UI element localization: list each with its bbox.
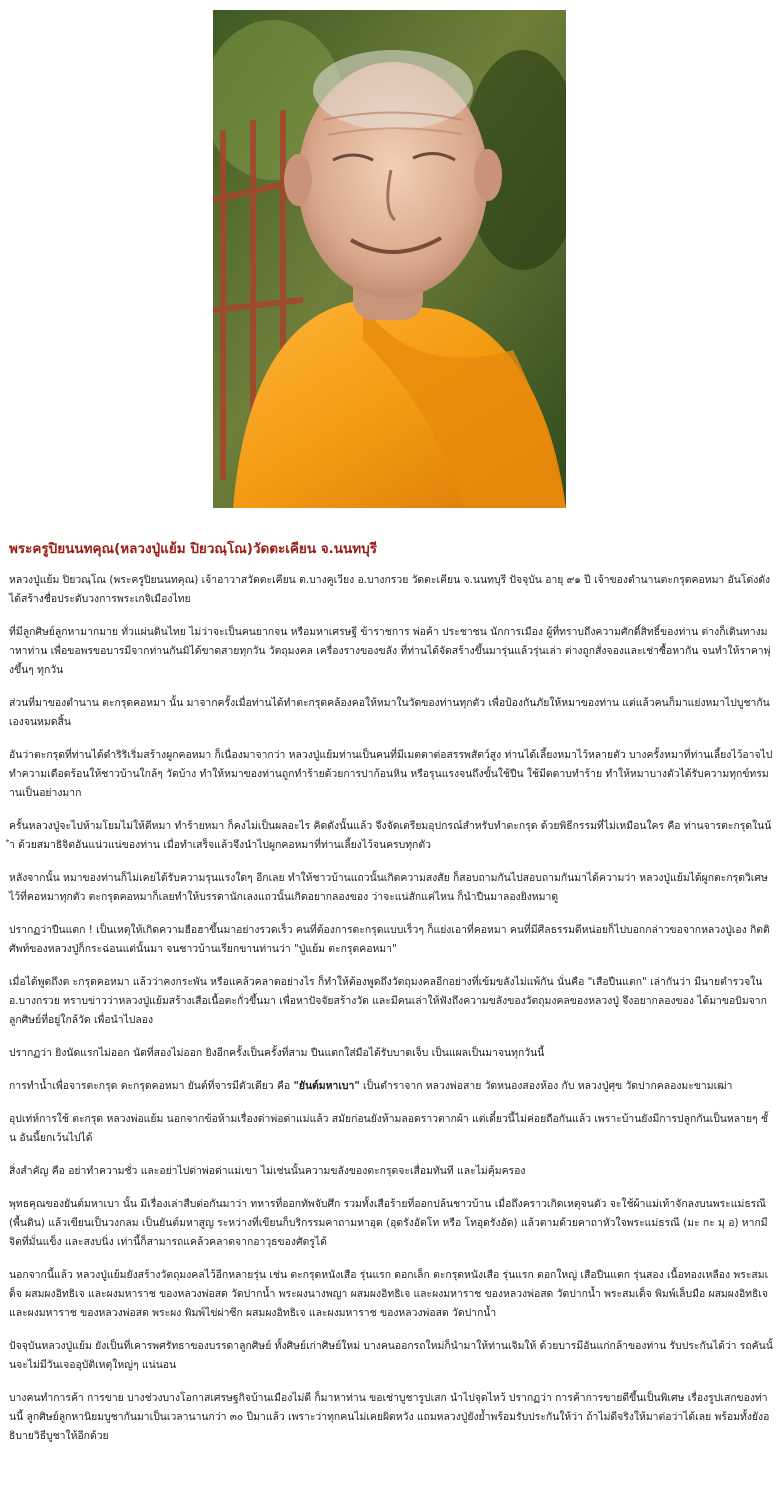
article-paragraph: สิ่งสำคัญ คือ อย่าทำความชั่ว และอย่าไปด่าพ่อด่าแม่เขา ไม่เช่นนั้นความขลังของตะกรุดจะเสื่อมทันที และไม่คุ้มครอง [9,1165,526,1177]
article-paragraph: ปรากฏว่า ยิงนัดแรกไม่ออก นัดที่สองไม่ออก ยิงอีกครั้งเป็นครั้งที่สาม ปืนแตกใส่มือได้รับบาดเจ็บ เป็นแผลเป็นมาจนทุกวันนี้ [9,1047,545,1059]
article-paragraph: ส่วนที่มาของตำนาน ตะกรุดคอหมา นั้น มาจากครั้งเมื่อท่านได้ทำตะกรุดคล้องคอให้หมาในวัดของท่านทุกตัว เพื่อป้องกันภัยให้หมาของท่าน แต่แล้วคนก็มาแย่งหมาไปบูชากันเองจนหมดสิ้น [9,697,770,728]
article-paragraph: ปัจจุบันหลวงปู่แย้ม ยังเป็นที่เคารพศรัทธาของบรรดาลูกศิษย์ ทั้งศิษย์เก่าศิษย์ใหม่ บางคนออกรถใหม่ก็นำมาให้ท่านเจิมให้ ด้วยบารมีอันแก่กล้าของท่าน รับประกันได้ว่า รถคันนั้นจะไม่มีวันเจออุบัติเหตุใหญ่ๆ แน่นอน [9,1340,773,1371]
article-paragraph: ที่มีลูกศิษย์ลูกหามากมาย ทั่วแผ่นดินไทย ไม่ว่าจะเป็นคนยากจน หรือมหาเศรษฐี ข้าราชการ พ่อค้า ประชาชน นักการเมือง ผู้ที่ทราบถึงความศักดิ์สิทธิ์ของท่าน ต่างก็เดินทางมาหาท่าน เพื่อขอพรขอบารมีจากท่านกันมิได้ขาดสายทุกวัน วัตถุมงคล เครื่องรางของขลัง ที่ท่านได้จัดสร้างขึ้นมารุ่นแล้วรุ่นเล่า ต่างถูกสั่งจองและเช่าซื้อหากัน จนทำให้ราคาพุ่งขึ้นๆ ทุกวัน [9,626,771,676]
article-paragraph: เมื่อได้พูดถึงต ะกรุดคอหมา แล้วว่าคงกระพัน หรือแคล้วคลาดอย่างไร ก็ทำให้ต้องพูดถึงวัตถุมงคลอีกอย่างที่เข้มขลังไม่แพ้กัน นั่นคือ "เสือปืนแตก" เล่ากันว่า มีนายตำรวจใน อ.บางกรวย ทราบข่าวว่าหลวงปู่แย้มสร้างเสือเนื้อตะกั่วขึ้นมา เพื่อหาปัจจัยสร้างวัด และมีคนเล่าให้ฟังถึงความขลังของวัตถุมงคลของหลวงปู่ จึงอยากลองของ ได้มาขอบิมจากลูกศิษย์ที่อยู่ใกล้วัด เพื่อนำไปลอง [9,976,767,1026]
article-paragraph-yantra [9,1077,773,1096]
article-paragraph: พุทธคุณของยันต์มหาเบา นั้น มีเรื่องเล่าสืบต่อกันมาว่า ทหารที่ออกทัพจับศึก รวมทั้งเสือร้ายที่ออกปล้นชาวบ้าน เมื่อถึงคราวเกิดเหตุจนตัว จะใช้ผ้าแม่เท้าจักลงบนพระแม่ธรณี (พื้นดิน) แล้วเขียนเป็นวงกลม เป็นยันต์มหาสูญ ระหว่างที่เขียนก็บริกรรมคาถามหาอุด (อุดรังอัดโท หรือ โทอุดรังอัด) แล้วตามด้วยคาถาหัวใจพระแม่ธรณี (มะ กะ มุ อ) หากมีจิตที่มั่นแข็ง และสงบนิ่ง เท่านี้ก็สามารถแคล้วคลาดจากอาวุธของศัตรูได้ [9,1198,768,1248]
monk-portrait-illustration [213,10,566,508]
monk-portrait-photo [213,10,566,508]
yantra-text-before: การทำน้ำเพื่อจารตะกรุด ตะกรุดคอหมา ยันต์ที่จารมีตัวเดียว คือ [9,1080,294,1092]
yantra-text-after: เป็นตำราจาก หลวงพ่อสาย วัดหนองสองห้อง กับ หลวงปู่ศุข วัดปากคลองมะขามเฒ่า [359,1080,733,1092]
article-paragraph: ครั้นหลวงปู่จะไปห้ามโยมไม่ให้ตีหมา ทำร้ายหมา ก็คงไม่เป็นผลอะไร คิดดังนั้นแล้ว จึงจัดเตรียมอุปกรณ์สำหรับทำตะกรุด ด้วยพิธีกรรมที่ไม่เหมือนใคร คือ ท่านจารตะกรุดในน้ำ ด้วยสมาธิจิตอันแน่วแน่ของท่าน เมื่อทำเสร็จแล้วจึงนำไปผูกคอหมาที่ท่านเลี้ยงไว้จนครบทุกตัว [9,820,772,851]
article-paragraph: นอกจากนี้แล้ว หลวงปู่แย้มยังสร้างวัตถุมงคลไว้อีกหลายรุ่น เช่น ตะกรุดหนังเสือ รุ่นแรก ดอกเล็ก ตะกรุดหนังเสือ รุ่นแรก ดอกใหญ่ เสือปืนแตก รุ่นสอง เนื้อทองเหลือง พระสมเด็จ ผสมผงอิทธิเจ และผงมหาราช ของหลวงพ่อสด วัดปากน้ำ พระผงนางพญา ผสมผงอิทธิเจ และผงมหาราช ของหลวงพ่อสด วัดปากน้ำ พระสมเด็จ พิมพ์เล็บมือ ผสมผงอิทธิเจ และผงมหาราช ของหลวงพ่อสด พระผง พิมพ์ไข่ผ่าซีก ผสมผงอิทธิเจ และผงมหาราช ของหลวงพ่อสด วัดปากน้ำ [9,1269,769,1319]
article-paragraph: หลังจากนั้น หมาของท่านก็ไม่เคยได้รับความรุนแรงใดๆ อีกเลย ทำให้ชาวบ้านแถวนั้นเกิดความสงสัย ก็สอบถามกันไปสอบถามกันมาได้ความว่า หลวงปู่แย้มได้ผูกตะกรุดวิเศษไว้ที่คอหมาทุกตัว ตะกรุดคอหมาก็เลยทำให้บรรดานักเลงแถวนั้นเกิดอยากลองของ ว่าจะแน่สักแค่ไหน ก็นำปืนมาลองยิงหมาดู [9,872,768,903]
article-body [9,571,773,1460]
article-paragraph: อุปเท่ห์การใช้ ตะกรุด หลวงพ่อแย้ม นอกจากข้อห้ามเรื่องด่าพ่อด่าแม่แล้ว สมัยก่อนยังห้ามลอดราวตากผ้า แต่เดี๋ยวนี้ไม่ค่อยถือกันแล้ว เพราะบ้านยังมีการปลูกกันเป็นหลายๆ ชั้น อันนี้ยกเว้นไปได้ [9,1113,768,1144]
article-paragraph: บางคนทำการค้า การขาย บางช่วงบางโอกาสเศรษฐกิจบ้านเมืองไม่ดี ก็มาหาท่าน ขอเช่าบูชารูปเสก นำไปจุดไหว้ ปรากฏว่า การค้าการขายดีขึ้นเป็นพิเศษ เรื่องรูปเสกของท่านนี้ ลูกศิษย์ลูกหานิยมบูชากันมาเป็นเวลานานกว่า ๓๐ ปีมาแล้ว เพราะว่าทุกคนไม่เคยผิดหวัง แถมหลวงปู่ยังย้ำพร้อมรับประกันให้ว่า ถ้าไม่ดีจริงให้มาต่อว่าได้เลย พร้อมทั้งยังอธิบายวิธีบูชาให้อีกด้วย [9,1392,770,1442]
article-title: พระครูปิยนนทคุณ(หลวงปู่แย้ม ปิยวณฺโณ)วัดตะเคียน จ.นนทบุรี [9,541,377,557]
article-paragraph: หลวงปู่แย้ม ปิยวณฺโณ (พระครูปิยนนทคุณ) เจ้าอาวาสวัดตะเคียน ต.บางคูเวียง อ.บางกรวย วัดตะเคียน จ.นนทบุรี ปัจจุบัน อายุ ๙๑ ปี เจ้าของตำนานตะกรุดคอหมา อันโด่งดัง ได้สร้างชื่อประดับวงการพระเกจิเมืองไทย [9,574,771,605]
article-paragraph: ปรากฏว่าปืนแตก ! เป็นเหตุให้เกิดความฮือฮาขึ้นมาอย่างรวดเร็ว คนที่ต้องการตะกรุดแบบเร็วๆ ก็แย่งเอาที่คอหมา คนที่มีศีลธรรมดีหน่อยก็ไปบอกกล่าวขอจากหลวงปู่เอง กิตติศัพท์ของหลวงปู่ก็กระฉ่อนแต่นั้นมา จนชาวบ้านเรียกขานท่านว่า "ปู่แย้ม ตะกรุดคอหมา" [9,924,770,955]
article-paragraph: อันว่าตะกรุดที่ท่านได้ดำริริเริ่มสร้างผูกคอหมา ก็เนื่องมาจากว่า หลวงปู่แย้มท่านเป็นคนที่มีเมตตาต่อสรรพสัตว์สูง ท่านได้เลี้ยงหมาไว้หลายตัว บางครั้งหมาที่ท่านเลี้ยงไว้อาจไปทำความเดือดร้อนให้ชาวบ้านใกล้ๆ วัดบ้าง ทำให้หมาของท่านถูกทำร้ายด้วยการปาก้อนหิน หรือรุนแรงจนถึงขั้นใช้ปืน ใช้มีดดาบทำร้าย ทำให้หมาบางตัวได้รับความทุกข์ทรมานเป็นอย่างมาก [9,749,773,799]
yantra-name: "ยันต์มหาเบา" [293,1080,360,1092]
